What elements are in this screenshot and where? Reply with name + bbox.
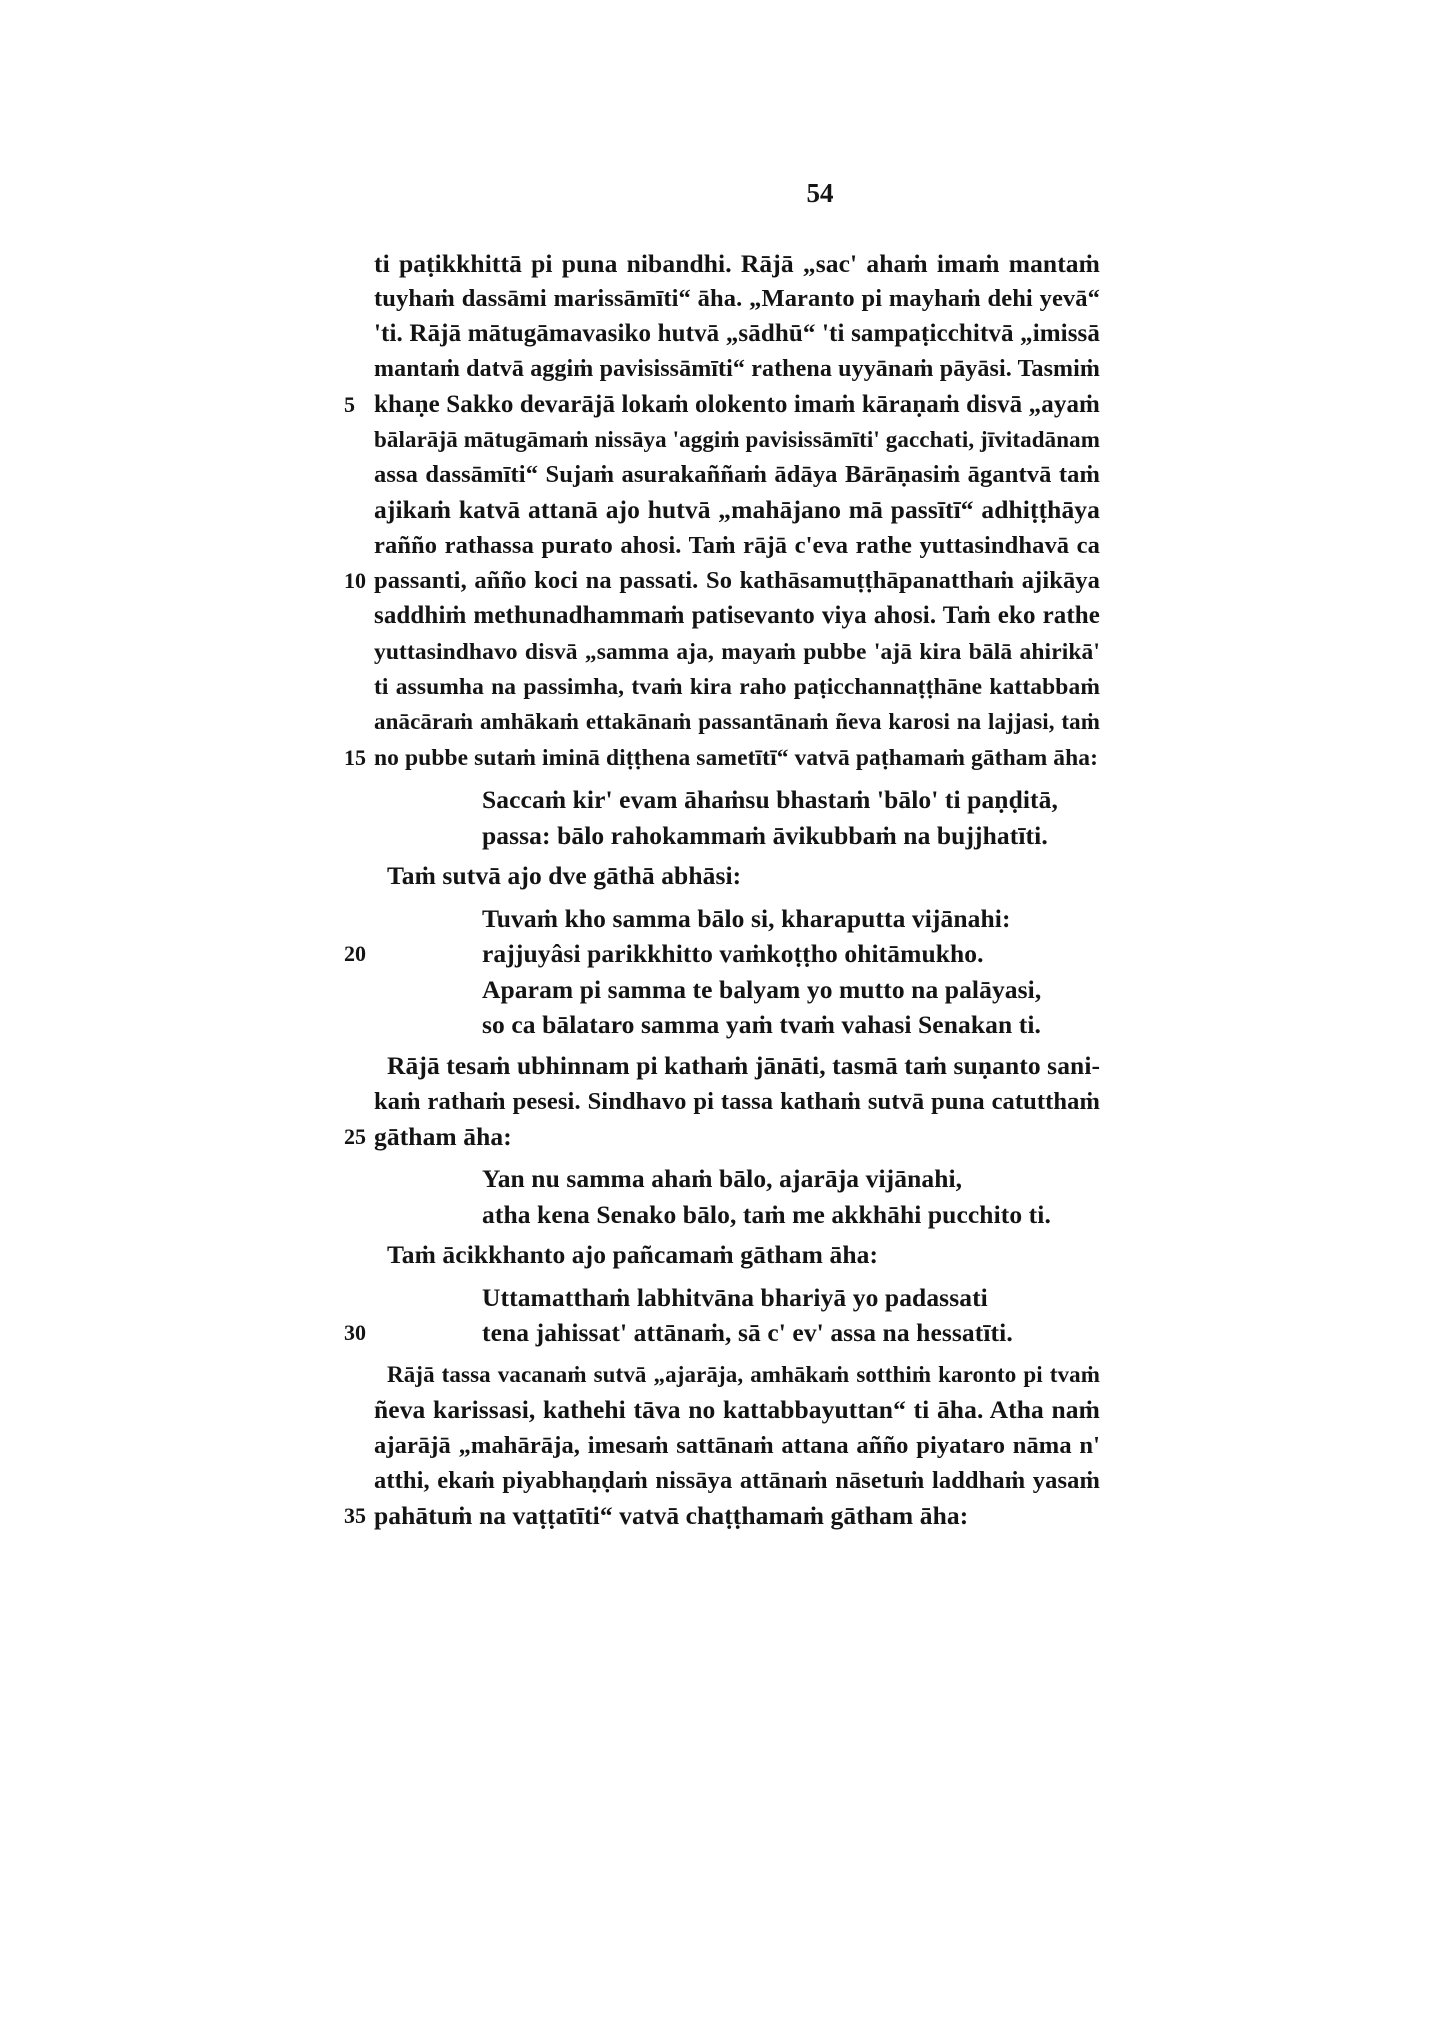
text-line: assa dassāmīti“ Sujaṁ asurakaññaṁ ādāya Bārāṇasiṁ āgantvā taṁ [374,461,1100,488]
verse-line: passa: bālo rahokammaṁ āvikubbaṁ na bujjhatīti. [482,821,1048,850]
text-line: yuttasindhavo disvā „samma aja, mayaṁ pubbe 'ajā kira bālā ahirikā' [374,639,1100,665]
text-line: khaṇe Sakko devarājā lokaṁ olokento imaṁ kāraṇaṁ disvā „ayaṁ [374,391,1100,418]
text-line: anācāraṁ amhākaṁ ettakānaṁ passantānaṁ ñeva karosi na lajjasi, taṁ [374,709,1100,734]
text-line: bālarājā mātugāmaṁ nissāya 'aggiṁ pavisissāmīti' gacchati, jīvitadānam [374,427,1100,452]
text-line: gātham āha: [374,1122,512,1151]
text-line: Taṁ sutvā ajo dve gāthā abhāsi: [387,861,742,890]
text-line: ajikaṁ katvā attanā ajo hutvā „mahājano mā passītī“ adhiṭṭhāya [374,495,1100,524]
verse-line: atha kena Senako bālo, taṁ me akkhāhi pucchito ti. [482,1200,1051,1229]
page-number: 54 [806,178,834,208]
text-line: atthi, ekaṁ piyabhaṇḍaṁ nissāya attānaṁ nāsetuṁ laddhaṁ yasaṁ [374,1467,1100,1494]
text-line: ti paṭikkhittā pi puna nibandhi. Rājā „sac' ahaṁ imaṁ mantaṁ [374,249,1100,278]
verse-line: so ca bālataro samma yaṁ tvaṁ vahasi Senakan ti. [482,1010,1041,1039]
verse-line: Yan nu samma ahaṁ bālo, ajarāja vijānahi, [482,1164,963,1193]
text-line: pahātuṁ na vaṭṭatīti“ vatvā chaṭṭhamaṁ gātham āha: [374,1501,969,1530]
line-number: 25 [344,1124,366,1149]
verse-line: Tuvaṁ kho samma bālo si, kharaputta vijānahi: [482,904,1011,933]
line-number: 35 [344,1503,366,1528]
text-line: saddhiṁ methunadhammaṁ patisevanto viya ahosi. Taṁ eko rathe [374,602,1100,629]
text-line: tuyhaṁ dassāmi marissāmīti“ āha. „Maranto pi mayhaṁ dehi yevā“ [374,285,1100,312]
verse-line: rajjuyâsi parikkhitto vaṁkoṭṭho ohitāmukho. [482,939,984,968]
line-number: 20 [344,941,366,966]
line-number: 15 [344,745,366,770]
text-line: passanti, añño koci na passati. So kathāsamuṭṭhāpanatthaṁ ajikāya [374,567,1100,594]
text-line: Rājā tesaṁ ubhinnam pi kathaṁ jānāti, tasmā taṁ suṇanto sani- [387,1051,1101,1080]
line-number: 10 [344,568,366,593]
verse-line: Saccaṁ kir' evam āhaṁsu bhastaṁ 'bālo' ti paṇḍitā, [482,785,1058,814]
text-line: Taṁ ācikkhanto ajo pañcamaṁ gātham āha: [387,1240,879,1269]
text-line: no pubbe sutaṁ iminā diṭṭhena sametītī“ vatvā paṭhamaṁ gātham āha: [374,745,1099,771]
text-line: 'ti. Rājā mātugāmavasiko hutvā „sādhū“ 'ti sampaṭicchitvā „imissā [374,320,1100,347]
verse-line: Uttamatthaṁ labhitvāna bhariyā yo padassati [482,1283,988,1312]
text-line: mantaṁ datvā aggiṁ pavisissāmīti“ rathena uyyānaṁ pāyāsi. Tasmiṁ [374,356,1100,382]
text-line: Rājā tassa vacanaṁ sutvā „ajarāja, amhākaṁ sotthiṁ karonto pi tvaṁ [387,1362,1100,1387]
verse-line: tena jahissat' attānaṁ, sā c' ev' assa na hessatīti. [482,1318,1013,1347]
line-number: 30 [344,1320,366,1345]
text-line: ajarājā „mahārāja, imesaṁ sattānaṁ attana añño piyataro nāma n' [374,1432,1100,1459]
verse-line: Aparam pi samma te balyam yo mutto na palāyasi, [482,975,1042,1004]
line-number: 5 [344,392,355,417]
text-line: rañño rathassa purato ahosi. Taṁ rājā c'eva rathe yuttasindhavā ca [374,532,1100,559]
text-line: kaṁ rathaṁ pesesi. Sindhavo pi tassa kathaṁ sutvā puna catutthaṁ [374,1088,1100,1115]
text-line: ti assumha na passimha, tvaṁ kira raho paṭicchannaṭṭhāne kattabbaṁ [374,674,1100,700]
text-line: ñeva karissasi, kathehi tāva no kattabbayuttan“ ti āha. Atha naṁ [374,1395,1100,1424]
